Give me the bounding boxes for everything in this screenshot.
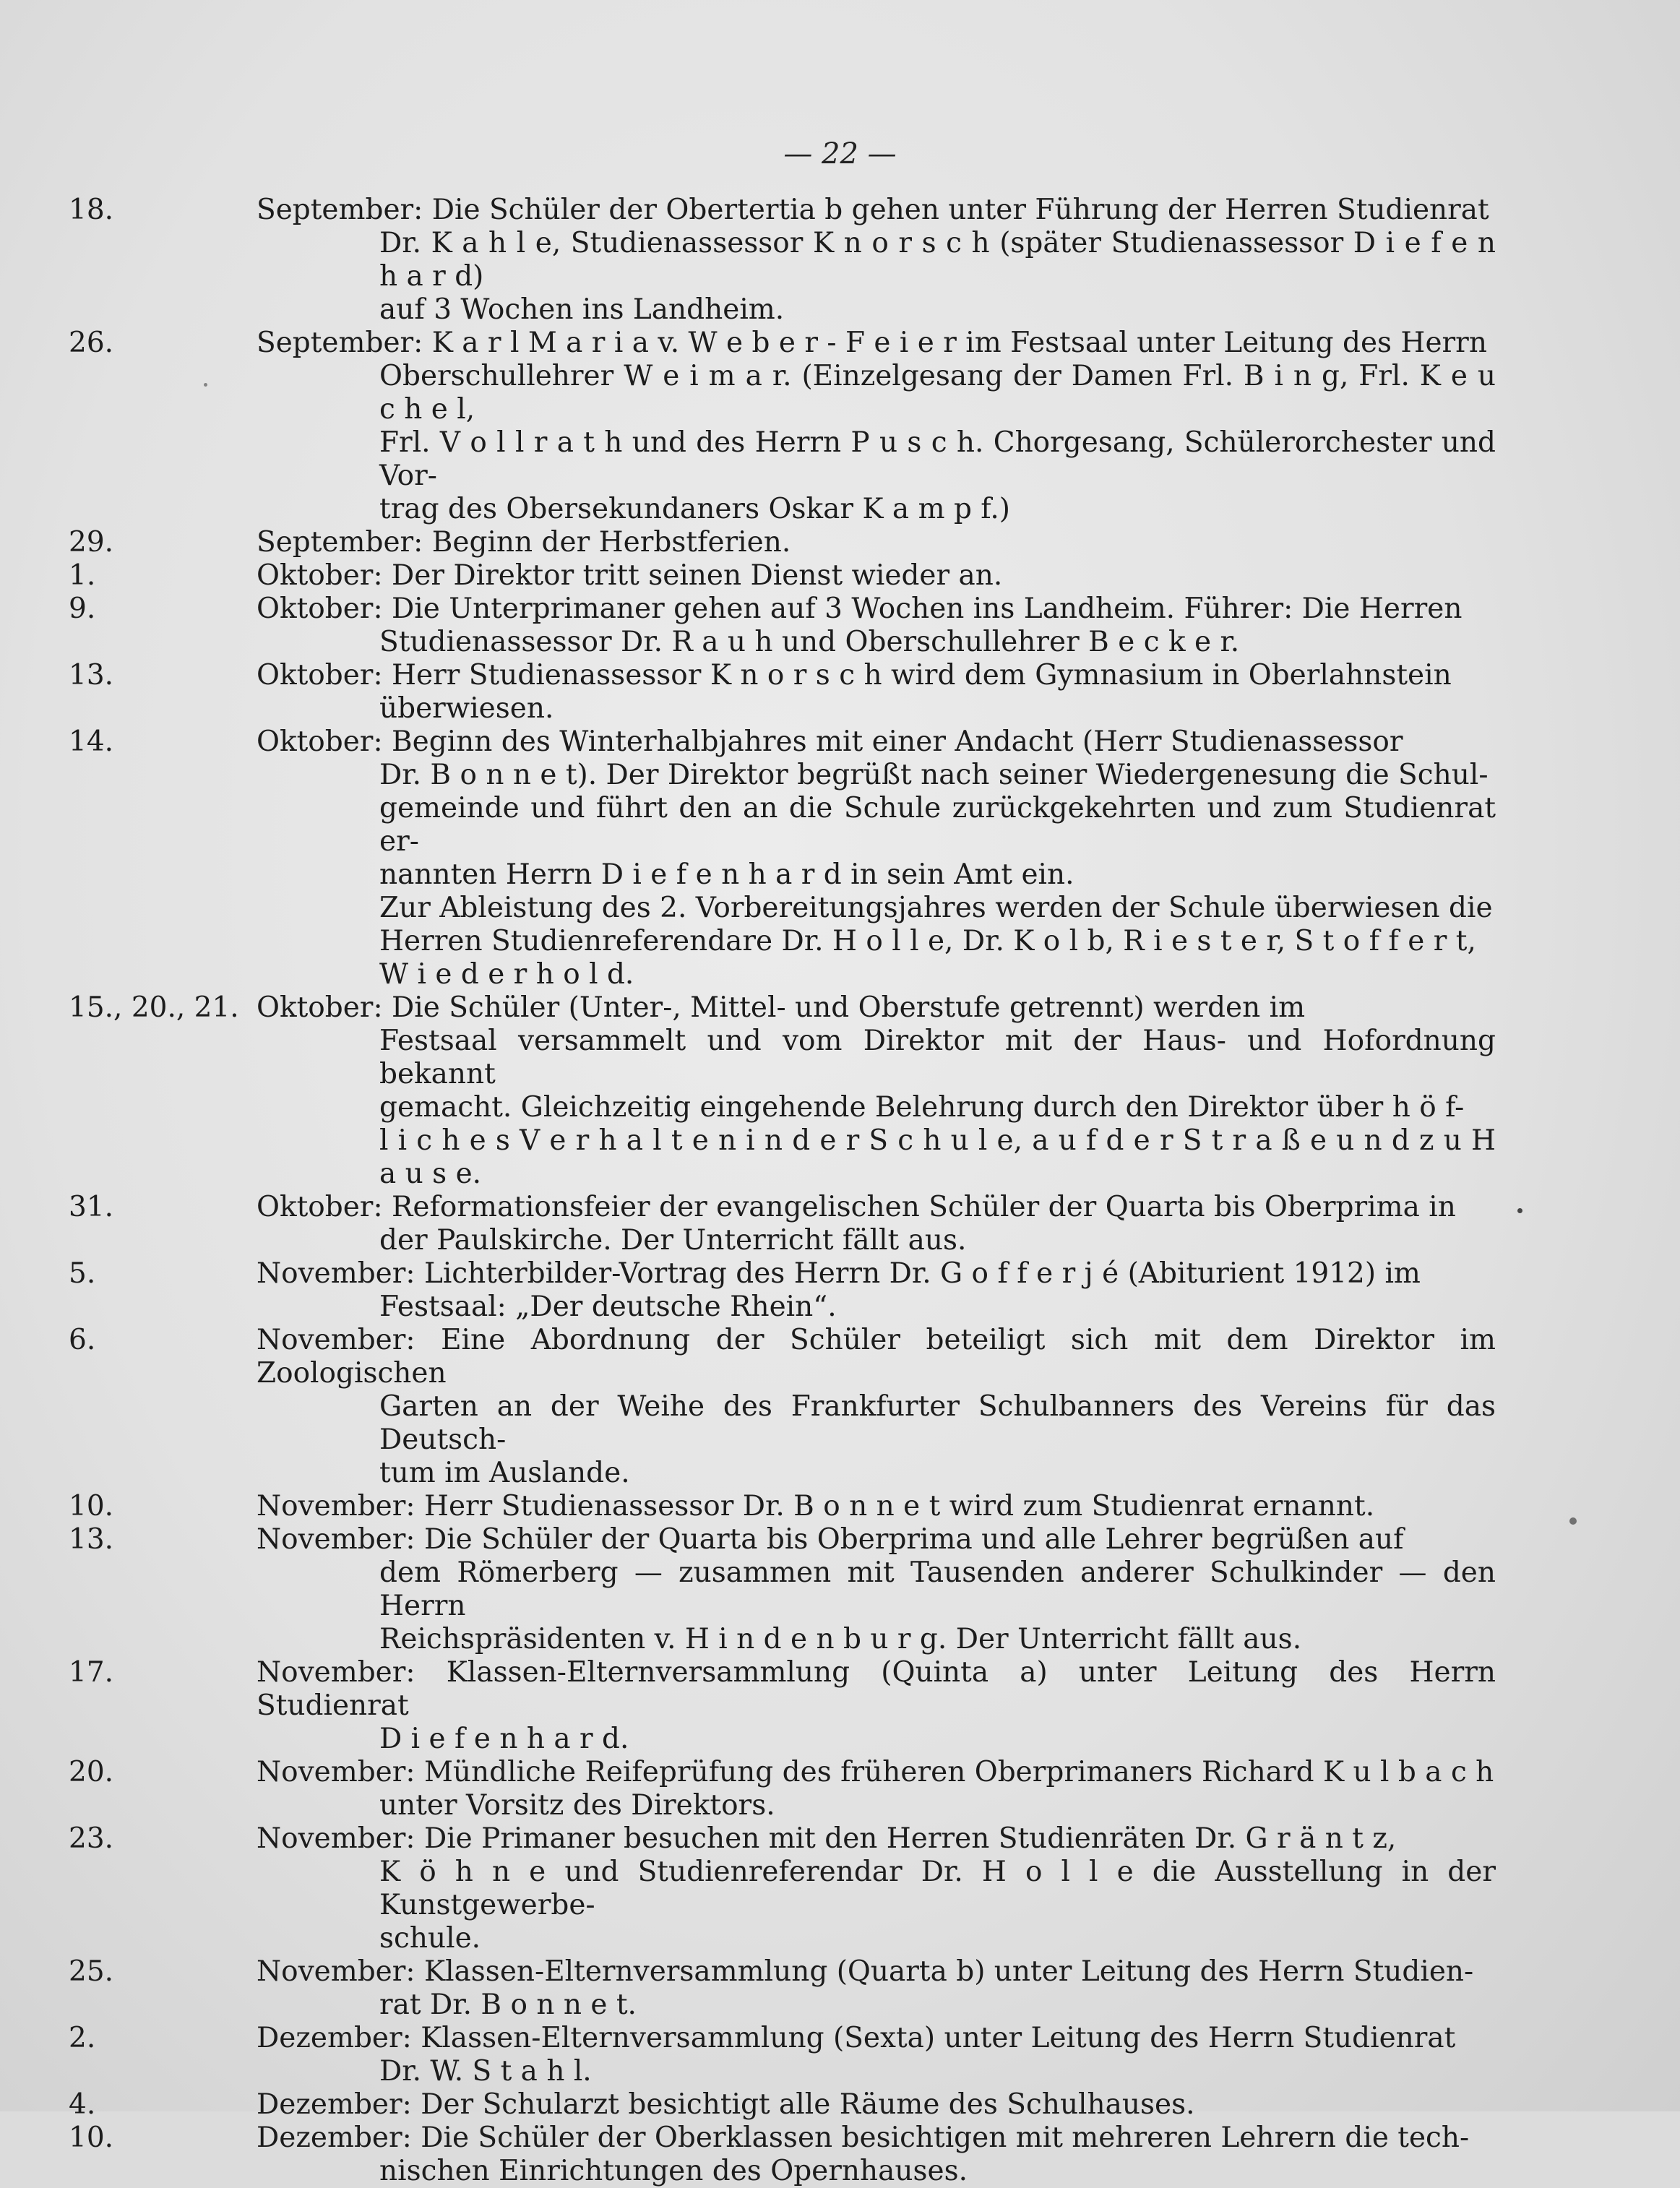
entry-continuation-line (257, 1457, 1496, 1490)
entry-text: Klassen-Elternversammlung (Quarta b) unter Leitung des Herrn Studien- (423, 1955, 1474, 1988)
chronicle-entry (69, 659, 1496, 725)
entry-day: 6. (69, 1324, 96, 1356)
entry-text: Herren Studienreferendare Dr. H o l l e, Dr. K o l b, R i e s t e r, S t o f f e r t, (379, 925, 1476, 957)
entry-continuation-line (257, 360, 1496, 426)
entry-text: Studienassessor Dr. R a u h und Oberschullehrer B e c k e r. (379, 626, 1240, 658)
entry-continuation-line (257, 1124, 1496, 1191)
entry-text: Die Schüler (Unter-, Mittel- und Oberstufe getrennt) werden im (392, 991, 1306, 1024)
entry-continuation-line (257, 1291, 1496, 1324)
entry-text: Beginn des Winterhalbjahres mit einer Andacht (Herr Studienassessor (392, 725, 1403, 758)
entry-continuation-line (257, 1856, 1496, 1922)
entry-day: 10. (69, 1490, 114, 1522)
entry-month-label: November: (257, 1955, 415, 1988)
entry-month-label: Oktober: (257, 559, 383, 592)
entry-first-line (69, 526, 1496, 559)
chronicle-entries (69, 194, 1496, 2188)
scan-speck (204, 383, 207, 387)
entry-text: auf 3 Wochen ins Landheim. (379, 293, 785, 326)
entry-text: Der Direktor tritt seinen Dienst wieder an. (392, 559, 1003, 592)
entry-continuation-line (257, 2055, 1496, 2088)
entry-text: Die Unterprimaner gehen auf 3 Wochen ins Landheim. Führer: Die Herren (392, 593, 1463, 625)
entry-text: gemacht. Gleichzeitig eingehende Belehrung durch den Direktor über h ö f- (379, 1091, 1465, 1124)
entry-continuation-line (257, 792, 1496, 858)
chronicle-entry (69, 1656, 1496, 1756)
chronicle-entry (69, 1191, 1496, 1257)
entry-day: 10. (69, 2122, 114, 2154)
entry-text: Klassen-Elternversammlung (Sexta) unter Leitung des Herrn Studienrat (421, 2022, 1456, 2054)
entry-first-line (69, 1490, 1496, 1523)
entry-first-line (69, 1822, 1496, 1856)
entry-first-line (69, 659, 1496, 692)
entry-first-line (69, 2088, 1496, 2122)
entry-text: Lichterbilder-Vortrag des Herrn Dr. G o f f e r j é (Abiturient 1912) im (423, 1257, 1421, 1290)
entry-text: unter Vorsitz des Direktors. (379, 1789, 775, 1822)
entry-text: tum im Auslande. (379, 1457, 630, 1489)
entry-month-label: November: (257, 1523, 415, 1556)
entry-text: K a r l M a r i a v. W e b e r - F e i e r im Festsaal unter Leitung des Herrn (431, 327, 1487, 359)
entry-continuation-line (257, 1025, 1496, 1091)
entry-text: Dr. B o n n e t). Der Direktor begrüßt nach seiner Wiedergenesung die Schul- (379, 759, 1489, 791)
entry-first-line (69, 559, 1496, 593)
chronicle-entry (69, 526, 1496, 559)
entry-day: 26. (69, 327, 114, 359)
entry-text: Dr. W. S t a h l. (379, 2055, 592, 2088)
entry-text: K ö h n e und Studienreferendar Dr. H o l l e die Ausstellung in der Kunstgewerbe- (379, 1856, 1496, 1921)
entry-text: dem Römerberg — zusammen mit Tausenden anderer Schulkinder — den Herrn (379, 1556, 1496, 1622)
chronicle-entry (69, 1523, 1496, 1656)
entry-continuation-line (257, 626, 1496, 659)
entry-text: D i e f e n h a r d. (379, 1723, 629, 1755)
entry-month-label: November: (257, 1822, 415, 1855)
entry-month-label: Oktober: (257, 1191, 383, 1223)
entry-text: Die Schüler der Oberklassen besichtigen mit mehreren Lehrern die tech- (421, 2122, 1470, 2154)
chronicle-entry (69, 991, 1496, 1191)
entry-continuation-line (257, 858, 1496, 892)
entry-text: schule. (379, 1922, 481, 1955)
entry-day: 23. (69, 1822, 114, 1855)
chronicle-entry (69, 2088, 1496, 2122)
entry-day: 18. (69, 194, 114, 226)
entry-month-label: Dezember: (257, 2022, 412, 2054)
entry-continuation-line (257, 1390, 1496, 1457)
entry-continuation-line (257, 493, 1496, 526)
entry-continuation-line (257, 293, 1496, 327)
scan-speck (1517, 1208, 1522, 1213)
entry-day: 13. (69, 659, 114, 692)
entry-continuation-line (257, 958, 1496, 991)
entry-continuation-line (257, 426, 1496, 493)
entry-month-label: September: (257, 194, 423, 226)
entry-text: l i c h e s V e r h a l t e n i n d e r S c h u l e, a u f d e r S t r a ß e u n d z u H a u s e. (379, 1124, 1496, 1190)
entry-text: rat Dr. B o n n e t. (379, 1989, 637, 2021)
entry-month-label: September: (257, 526, 423, 559)
entry-day: 25. (69, 1955, 114, 1988)
entry-text: Herr Studienassessor Dr. B o n n e t wird zum Studienrat ernannt. (423, 1490, 1375, 1522)
entry-continuation-line (257, 759, 1496, 792)
chronicle-entry (69, 194, 1496, 327)
entry-text: Mündliche Reifeprüfung des früheren Oberprimaners Richard K u l b a c h (423, 1756, 1494, 1788)
entry-text: W i e d e r h o l d. (379, 958, 634, 991)
entry-text: Reichspräsidenten v. H i n d e n b u r g. Der Unterricht fällt aus. (379, 1623, 1302, 1655)
entry-continuation-line (257, 1789, 1496, 1822)
entry-first-line (69, 1955, 1496, 1989)
entry-text: Dr. K a h l e, Studienassessor K n o r s c h (später Studienassessor D i e f e n h a r d) (379, 227, 1496, 293)
entry-first-line (69, 1257, 1496, 1291)
entry-first-line (69, 1656, 1496, 1723)
chronicle-entry (69, 2122, 1496, 2188)
entry-text: Reformationsfeier der evangelischen Schüler der Quarta bis Oberprima in (392, 1191, 1456, 1223)
entry-continuation-line (257, 925, 1496, 958)
entry-text: trag des Obersekundaners Oskar K a m p f.) (379, 493, 1010, 525)
page-number: — 22 — (783, 137, 897, 171)
chronicle-entry (69, 327, 1496, 526)
entry-text: Beginn der Herbstferien. (431, 526, 791, 559)
chronicle-entry (69, 1955, 1496, 2022)
entry-day: 4. (69, 2088, 96, 2121)
entry-first-line (69, 725, 1496, 759)
entry-day: 9. (69, 593, 96, 625)
entry-first-line (69, 991, 1496, 1025)
entry-continuation-line (257, 1623, 1496, 1656)
entry-text: Oberschullehrer W e i m a r. (Einzelgesang der Damen Frl. B i n g, Frl. K e u c h e l, (379, 360, 1496, 426)
entry-text: Herr Studienassessor K n o r s c h wird dem Gymnasium in Oberlahnstein (392, 659, 1452, 692)
entry-day: 14. (69, 725, 114, 758)
entry-month-label: Dezember: (257, 2122, 412, 2154)
scan-speck (1569, 1517, 1577, 1525)
entry-day: 13. (69, 1523, 114, 1556)
chronicle-entry (69, 1756, 1496, 1822)
entry-month-label: November: (257, 1257, 415, 1290)
entry-month-label: Dezember: (257, 2088, 412, 2121)
chronicle-entry (69, 1324, 1496, 1490)
chronicle-entry (69, 2022, 1496, 2088)
entry-first-line (69, 1756, 1496, 1789)
entry-text: Die Schüler der Quarta bis Oberprima und alle Lehrer begrüßen auf (423, 1523, 1404, 1556)
entry-continuation-line (257, 1723, 1496, 1756)
chronicle-entry (69, 1257, 1496, 1324)
entry-text: Zur Ableistung des 2. Vorbereitungsjahres werden der Schule überwiesen die (379, 892, 1493, 924)
chronicle-entry (69, 1822, 1496, 1955)
entry-day: 31. (69, 1191, 114, 1223)
entry-first-line (69, 327, 1496, 360)
entry-text: nannten Herrn D i e f e n h a r d in sein Amt ein. (379, 858, 1074, 891)
entry-month-label: Oktober: (257, 593, 383, 625)
entry-month-label: Oktober: (257, 659, 383, 692)
entry-first-line (69, 1324, 1496, 1390)
entry-text: Frl. V o l l r a t h und des Herrn P u s c h. Chorgesang, Schülerorchester und Vor- (379, 426, 1496, 492)
entry-continuation-line (257, 692, 1496, 725)
entry-day: 2. (69, 2022, 96, 2054)
entry-continuation-line (257, 1989, 1496, 2022)
entry-text: Klassen-Elternversammlung (Quinta a) unter Leitung des Herrn Studienrat (257, 1656, 1496, 1722)
entry-first-line (69, 194, 1496, 227)
entry-month-label: November: (257, 1490, 415, 1522)
entry-text: Garten an der Weihe des Frankfurter Schulbanners des Vereins für das Deutsch- (379, 1390, 1496, 1456)
entry-day: 20. (69, 1756, 114, 1788)
entry-continuation-line (257, 2155, 1496, 2188)
entry-month-label: November: (257, 1656, 415, 1689)
entry-first-line (69, 2122, 1496, 2155)
entry-day: 5. (69, 1257, 96, 1290)
entry-day: 17. (69, 1656, 114, 1689)
entry-text: Der Schularzt besichtigt alle Räume des Schulhauses. (421, 2088, 1195, 2121)
entry-month-label: November: (257, 1324, 415, 1356)
entry-first-line (69, 593, 1496, 626)
entry-text: Die Primaner besuchen mit den Herren Studienräten Dr. G r ä n t z, (423, 1822, 1397, 1855)
entry-text: Festsaal versammelt und vom Direktor mit der Haus- und Hofordnung bekannt (379, 1025, 1496, 1090)
chronicle-entry (69, 1490, 1496, 1523)
entry-month-label: November: (257, 1756, 415, 1788)
entry-continuation-line (257, 1224, 1496, 1257)
entry-continuation-line (257, 1556, 1496, 1623)
entry-day: 29. (69, 526, 114, 559)
entry-text: Eine Abordnung der Schüler beteiligt sich mit dem Direktor im Zoologischen (257, 1324, 1496, 1390)
entry-first-line (69, 1523, 1496, 1556)
entry-continuation-line (257, 1091, 1496, 1124)
chronicle-entry (69, 559, 1496, 593)
entry-first-line (69, 1191, 1496, 1224)
entry-text: Festsaal: „Der deutsche Rhein“. (379, 1291, 837, 1323)
entry-day: 1. (69, 559, 96, 592)
entry-first-line (69, 2022, 1496, 2055)
entry-month-label: Oktober: (257, 991, 383, 1024)
entry-month-label: September: (257, 327, 423, 359)
entry-text: der Paulskirche. Der Unterricht fällt aus. (379, 1224, 967, 1257)
entry-continuation-line (257, 1922, 1496, 1955)
entry-continuation-line (257, 892, 1496, 925)
chronicle-entry (69, 725, 1496, 991)
entry-month-label: Oktober: (257, 725, 383, 758)
entry-day: 15., 20., 21. (69, 991, 239, 1024)
entry-continuation-line (257, 227, 1496, 293)
chronicle-entry (69, 593, 1496, 659)
entry-text: überwiesen. (379, 692, 554, 725)
entry-text: nischen Einrichtungen des Opernhauses. (379, 2155, 968, 2187)
entry-text: gemeinde und führt den an die Schule zurückgekehrten und zum Studienrat er- (379, 792, 1496, 858)
entry-text: Die Schüler der Obertertia b gehen unter Führung der Herren Studienrat (431, 194, 1489, 226)
